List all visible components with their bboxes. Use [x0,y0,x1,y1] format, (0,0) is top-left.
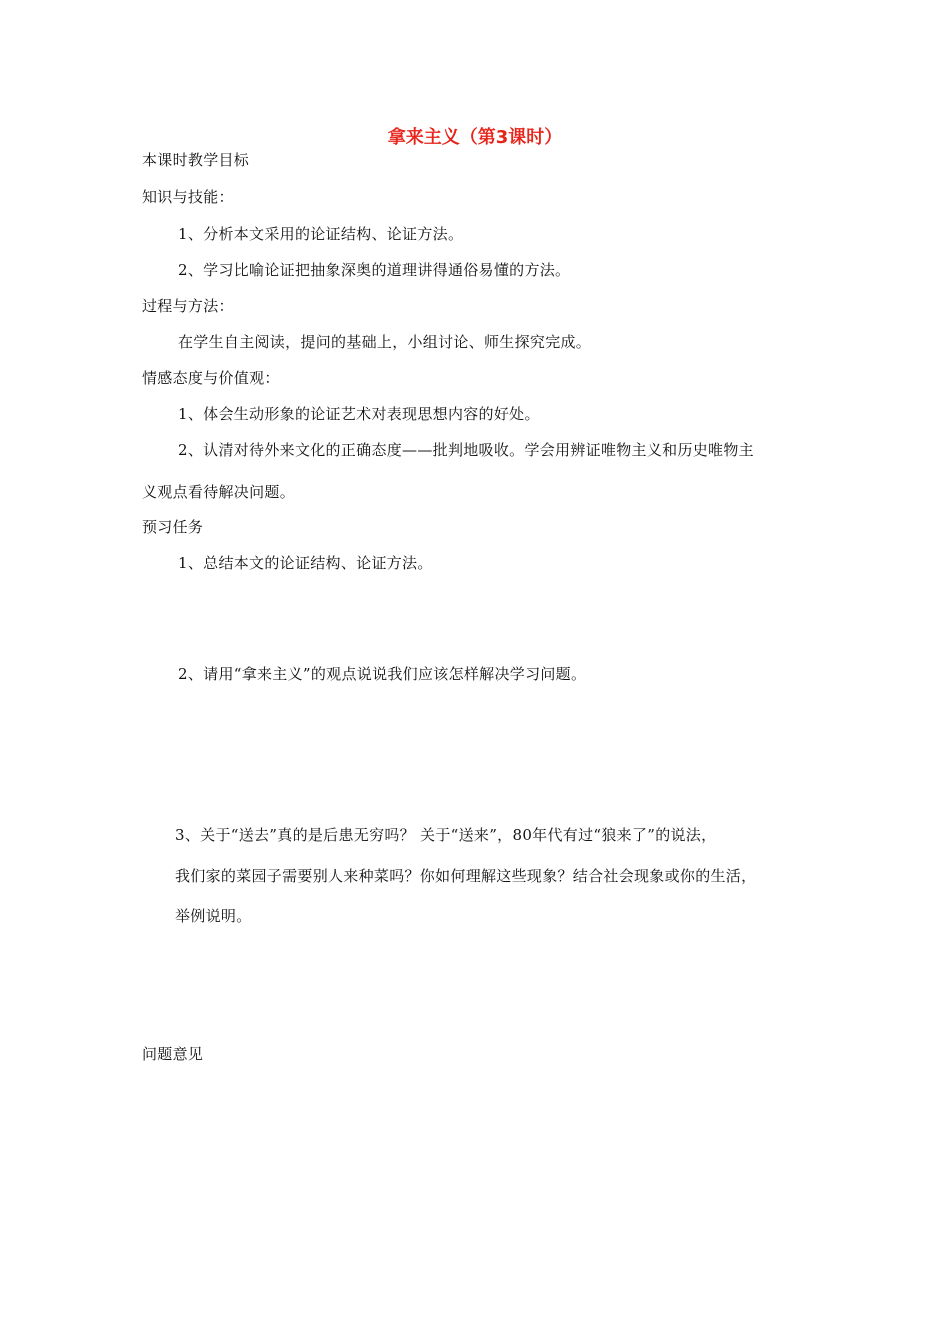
feedback-heading: 问题意见 [142,1045,204,1063]
process-heading: 过程与方法： [142,297,234,315]
preview-item-3-line-3: 举例说明。 [175,907,252,925]
preview-heading: 预习任务 [142,518,204,536]
knowledge-heading: 知识与技能： [142,188,234,206]
document-title: 拿来主义（第3课时） [387,127,563,148]
attitude-heading: 情感态度与价值观： [142,369,280,387]
attitude-item-1: 1、体会生动形象的论证艺术对表现思想内容的好处。 [178,405,540,423]
preview-item-3-line-2: 我们家的菜园子需要别人来种菜吗？你如何理解这些现象？结合社会现象或你的生活， [175,867,757,885]
attitude-item-2: 2、认清对待外来文化的正确态度——批判地吸收。学会用辨证唯物主义和历史唯物主 [178,441,754,459]
attitude-item-2-continued: 义观点看待解决问题。 [142,483,296,501]
process-text: 在学生自主阅读，提问的基础上，小组讨论、师生探究完成。 [178,333,592,351]
preview-item-2: 2、请用“拿来主义”的观点说说我们应该怎样解决学习问题。 [178,665,587,683]
preview-item-1: 1、总结本文的论证结构、论证方法。 [178,554,433,572]
objectives-heading: 本课时教学目标 [142,151,250,169]
knowledge-item-2: 2、学习比喻论证把抽象深奥的道理讲得通俗易懂的方法。 [178,261,571,279]
preview-item-3: 3、关于“送去”真的是后患无穷吗？ 关于“送来”，80年代有过“狼来了”的说法， [175,826,717,844]
knowledge-item-1: 1、分析本文采用的论证结构、论证方法。 [178,225,464,243]
